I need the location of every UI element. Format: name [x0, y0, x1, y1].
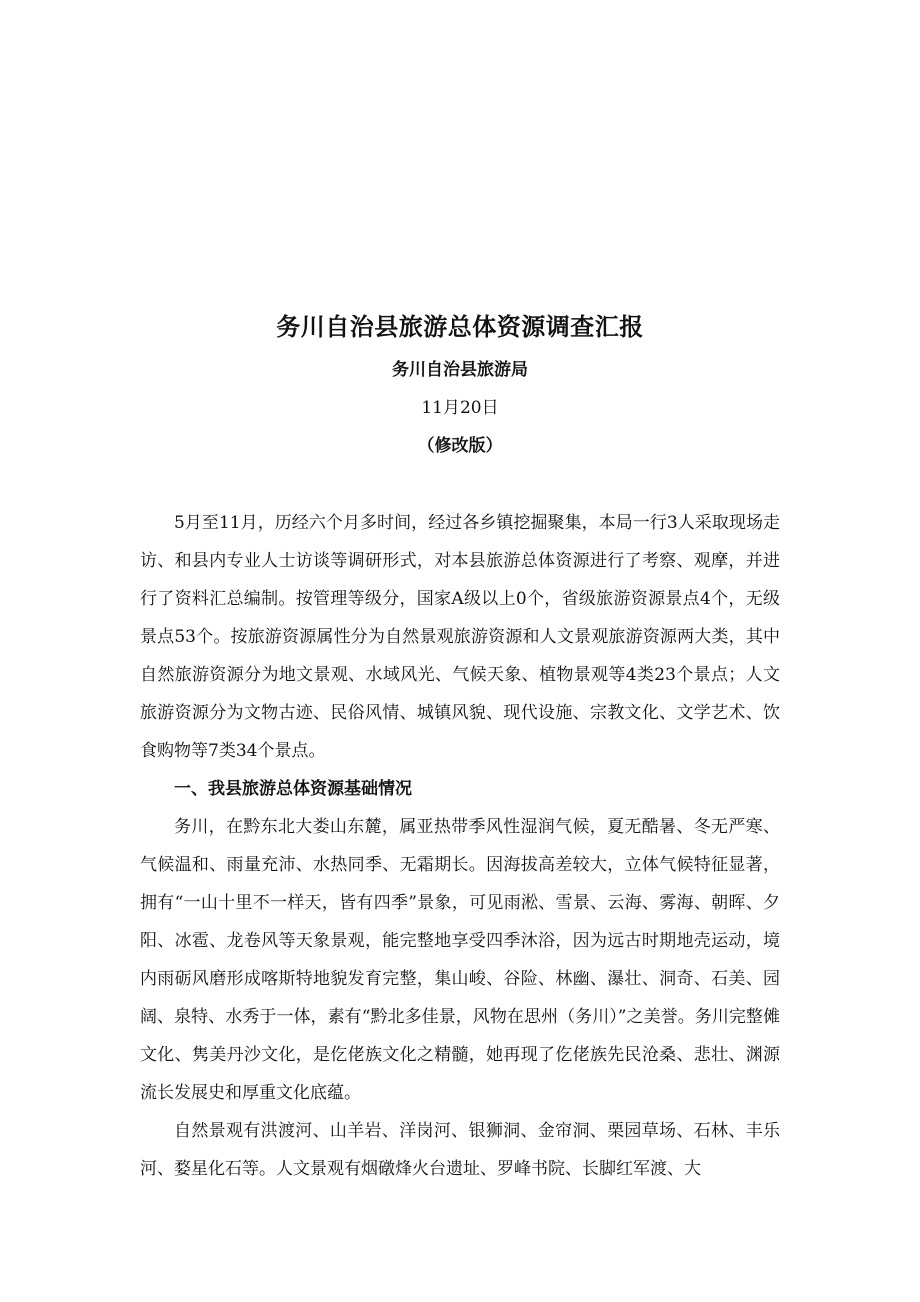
document-body: [140, 310, 780, 1188]
section-paragraph: 自然景观有洪渡河、山羊岩、洋岗河、银狮洞、金帘洞、栗园草场、石林、丰乐河、婺星化石等。人文景观有烟礅烽火台遗址、罗峰书院、长脚红军渡、大: [140, 1121, 780, 1179]
section-paragraph: 务川，在黔东北大娄山东麓，属亚热带季风性湿润气候，夏无酷暑、冬无严寒、气候温和、雨量充沛、水热同季、无霜期长。因海拔高差较大，立体气候特征显著，拥有“一山十里不一样天，皆有四季”景象，可见雨淞、雪景、云海、雾海、朝晖、夕阳、冰雹、龙卷风等天象景观，能完整地享受四季沐浴，因为远古时期地壳运动，境内雨砺风磨形成喀斯特地貌发育完整，集山峻、谷险、林幽、瀑壮、洞奇、石美、园阔、泉特、水秀于一体，素有“黔北多佳景，风物在思州（务川）”之美誉。务川完整傩文化、隽美丹沙文化，是仡佬族文化之精髓，她再现了仡佬族先民沧桑、悲壮、渊源流长发展史和厚重文化底蕴。: [140, 817, 780, 1103]
intro-paragraph: 5月至11月，历经六个月多时间，经过各乡镇挖掘聚集，本局一行3人采取现场走访、和县内专业人士访谈等调研形式，对本县旅游总体资源进行了考察、观摩，并进行了资料汇总编制。按管理等级分，国家A级以上0个，省级旅游资源景点4个，无级景点53个。按旅游资源属性分为自然景观旅游资源和人文景观旅游资源两大类，其中自然旅游资源分为地文景观、水域风光、气候天象、植物景观等4类23个景点；人文旅游资源分为文物古迹、民俗风情、城镇风貌、现代设施、宗教文化、文学艺术、饮食购物等7类34个景点。: [140, 513, 780, 761]
document-version: （修改版）: [417, 436, 503, 456]
document-title: 务川自治县旅游总体资源调查汇报: [276, 313, 644, 341]
document-date: 11月20日: [421, 398, 499, 418]
section-heading: 一、我县旅游总体资源基础情况: [174, 779, 412, 799]
document-author: 务川自治县旅游局: [392, 360, 528, 380]
